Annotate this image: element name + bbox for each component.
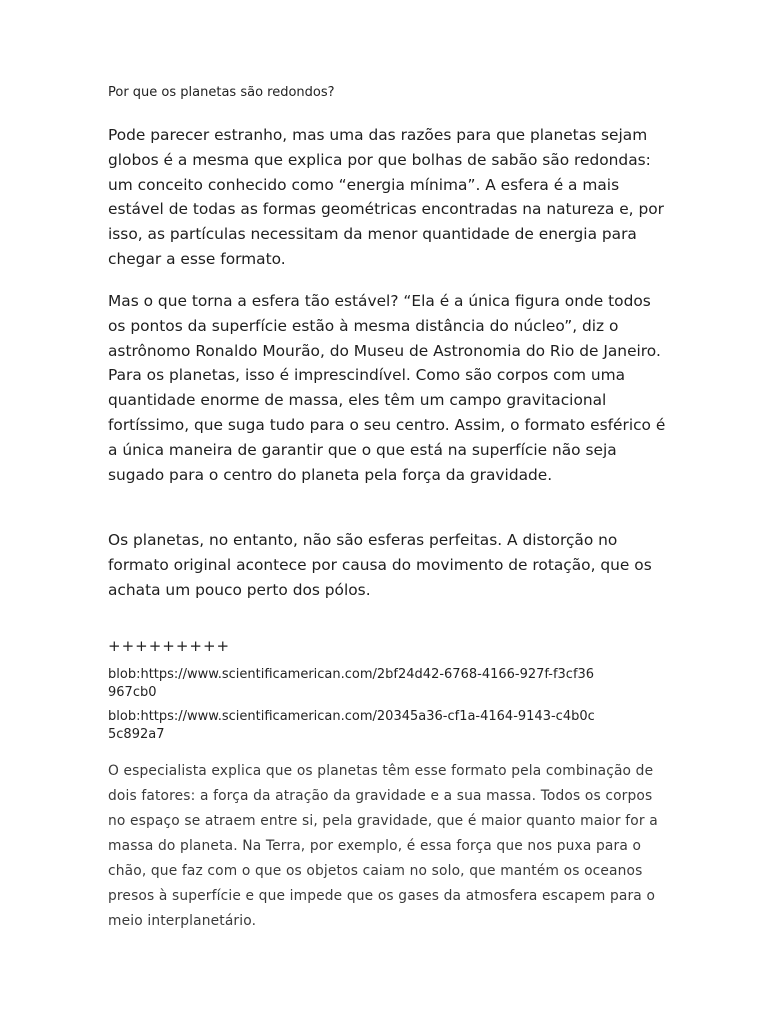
- paragraph-distorcao: Os planetas, no entanto, não são esferas perfeitas. A distorção no formato original acontece por causa do movimento de rotação, que os achata um pouco perto dos pólos.: [108, 531, 652, 599]
- blob-link-1[interactable]: blob:https://www.scientificamerican.com/2bf24d42-6768-4166-927f-f3cf36967cb0: [108, 667, 595, 700]
- paragraph-energia-minima: Pode parecer estranho, mas uma das razões para que planetas sejam globos é a mesma que explica por que bolhas de sabão são redondas: um conceito conhecido como “energia mínima”. A esfera é a mais estável de todas as formas geométricas encontradas na natureza e, por isso, as partículas necessitam da menor quantidade de energia para chegar a esse formato.: [108, 126, 664, 268]
- paragraph-especialista: O especialista explica que os planetas têm esse formato pela combinação de dois fatores: a força da atração da gravidade e a sua massa. Todos os corpos no espaço se atraem entre si, pela gravidade, que é maior quanto maior for a massa do planeta. Na Terra, por exemplo, é essa força que nos puxa para o chão, que faz com o que os objetos caiam no solo, que mantém os oceanos presos à superfície e que impede que os gases da atmosfera escapem para o meio interplanetário.: [108, 763, 658, 929]
- paragraph-esfera-estavel: Mas o que torna a esfera tão estável? “Ela é a única figura onde todos os pontos da superfície estão à mesma distância do núcleo”, diz o astrônomo Ronaldo Mourão, do Museu de Astronomia do Rio de Janeiro. Para os planetas, isso é imprescindível. Como são corpos com uma quantidade enorme de massa, eles têm um campo gravitacional fortíssimo, que suga tudo para o seu centro. Assim, o formato esférico é a única maneira de garantir que o que está na superfície não seja sugado para o centro do planeta pela força da gravidade.: [108, 292, 666, 484]
- document-title: Por que os planetas são redondos?: [108, 85, 335, 100]
- blob-link-2[interactable]: blob:https://www.scientificamerican.com/20345a36-cf1a-4164-9143-c4b0c5c892a7: [108, 709, 595, 742]
- section-divider: +++++++++: [108, 637, 231, 655]
